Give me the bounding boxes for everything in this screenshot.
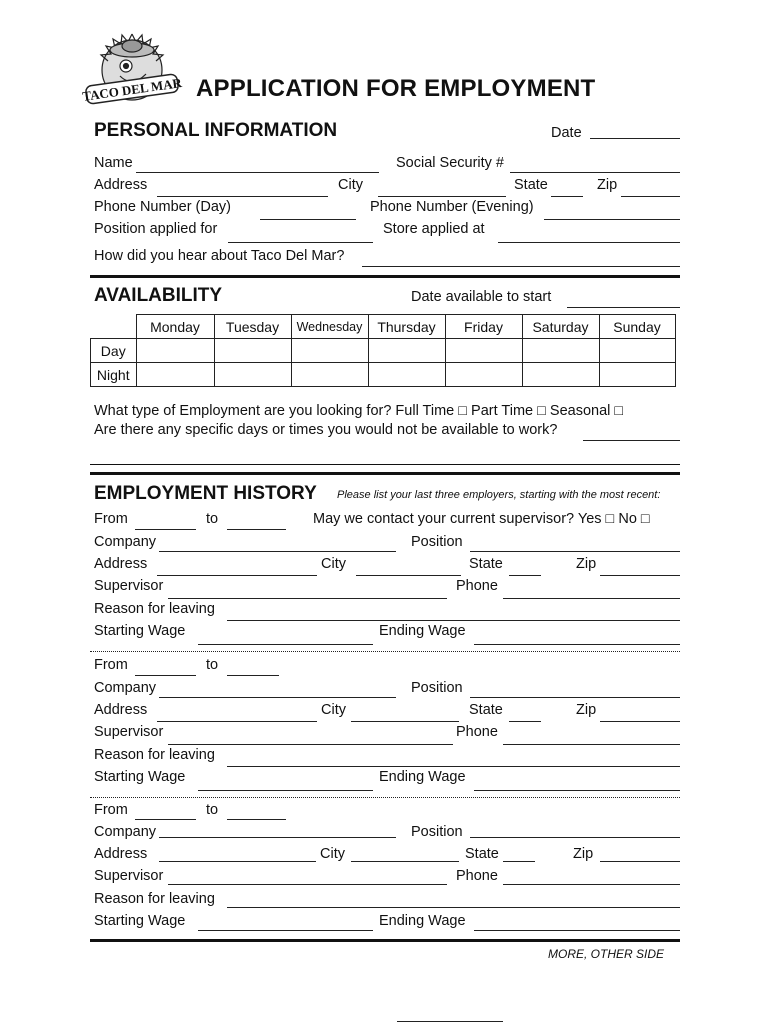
availability-cell[interactable]: [214, 339, 291, 363]
availability-cell[interactable]: [136, 339, 214, 363]
availability-cell[interactable]: [599, 363, 675, 387]
state-field[interactable]: [509, 721, 541, 722]
page-title: APPLICATION FOR EMPLOYMENT: [196, 75, 596, 102]
to-label: to: [206, 802, 219, 818]
employment-type-question: What type of Employment are you looking for? Full Time □ Part Time □ Seasonal □: [94, 403, 624, 419]
supervisor-label: Supervisor: [94, 868, 164, 884]
availability-cell[interactable]: [291, 363, 368, 387]
footer-line: [397, 1021, 503, 1022]
city-field[interactable]: [351, 861, 459, 862]
city-field[interactable]: [351, 721, 459, 722]
availability-cell[interactable]: [599, 339, 675, 363]
ending-wage-field[interactable]: [474, 644, 680, 645]
position-label: Position: [411, 824, 463, 840]
starting-wage-label: Starting Wage: [94, 769, 186, 785]
zip-label: Zip: [576, 702, 597, 718]
name-field[interactable]: [136, 172, 379, 173]
reason-field[interactable]: [227, 766, 680, 767]
availability-heading: AVAILABILITY: [94, 285, 223, 306]
city-label: City: [320, 846, 345, 862]
reason-field[interactable]: [227, 907, 680, 908]
availability-cell[interactable]: [368, 363, 445, 387]
supervisor-field[interactable]: [168, 884, 447, 885]
name-label: Name: [94, 155, 133, 171]
state-label: State: [514, 177, 548, 193]
row-label: Day: [91, 339, 137, 363]
city-label: City: [321, 556, 346, 572]
day-header: Wednesday: [291, 315, 368, 339]
date-start-label: Date available to start: [411, 289, 552, 305]
position-field[interactable]: [470, 697, 680, 698]
ending-wage-label: Ending Wage: [379, 623, 466, 639]
from-label: From: [94, 802, 128, 818]
address-field[interactable]: [159, 861, 316, 862]
starting-wage-field[interactable]: [198, 930, 373, 931]
zip-label: Zip: [576, 556, 597, 572]
company-label: Company: [94, 534, 157, 550]
starting-wage-field[interactable]: [198, 644, 373, 645]
phone-day-field[interactable]: [260, 219, 356, 220]
phone-evening-field[interactable]: [544, 219, 680, 220]
ssn-field[interactable]: [510, 172, 680, 173]
phone-evening-label: Phone Number (Evening): [370, 199, 534, 215]
ending-wage-label: Ending Wage: [379, 769, 466, 785]
from-field[interactable]: [135, 675, 196, 676]
to-field[interactable]: [227, 675, 279, 676]
day-header: Saturday: [522, 315, 599, 339]
availability-cell[interactable]: [214, 363, 291, 387]
availability-cell[interactable]: [522, 363, 599, 387]
phone-day-label: Phone Number (Day): [94, 199, 231, 215]
state-label: State: [465, 846, 499, 862]
phone-label: Phone: [456, 578, 498, 594]
phone-field[interactable]: [503, 598, 680, 599]
state-field[interactable]: [509, 575, 541, 576]
state-field[interactable]: [503, 861, 535, 862]
city-field[interactable]: [378, 196, 506, 197]
hear-label: How did you hear about Taco Del Mar?: [94, 248, 345, 264]
company-field[interactable]: [159, 697, 396, 698]
availability-cell[interactable]: [136, 363, 214, 387]
row-label: Night: [91, 363, 137, 387]
to-field[interactable]: [227, 819, 286, 820]
from-label: From: [94, 657, 128, 673]
store-label: Store applied at: [383, 221, 485, 237]
address-field[interactable]: [157, 196, 328, 197]
table-corner: [91, 315, 137, 339]
section-divider: [90, 939, 680, 942]
address-label: Address: [94, 556, 148, 572]
section-divider: [90, 275, 680, 278]
company-label: Company: [94, 824, 157, 840]
supervisor-label: Supervisor: [94, 724, 164, 740]
taco-del-mar-logo: [80, 28, 184, 112]
reason-field[interactable]: [227, 620, 680, 621]
company-field[interactable]: [159, 551, 396, 552]
day-header: Monday: [136, 315, 214, 339]
supervisor-field[interactable]: [168, 744, 453, 745]
zip-field[interactable]: [621, 196, 680, 197]
day-header: Tuesday: [214, 315, 291, 339]
position-field[interactable]: [470, 551, 680, 552]
position-label: Position applied for: [94, 221, 218, 237]
hear-field[interactable]: [362, 266, 680, 267]
employment-heading: EMPLOYMENT HISTORY: [94, 483, 317, 504]
address-label: Address: [94, 177, 148, 193]
ssn-label: Social Security #: [396, 155, 504, 171]
zip-field[interactable]: [600, 721, 680, 722]
zip-label: Zip: [573, 846, 594, 862]
reason-label: Reason for leaving: [94, 601, 215, 617]
availability-cell[interactable]: [522, 339, 599, 363]
to-label: to: [206, 511, 219, 527]
unavailable-days-line-2[interactable]: [90, 464, 680, 465]
ending-wage-field[interactable]: [474, 790, 680, 791]
zip-label: Zip: [597, 177, 618, 193]
address-label: Address: [94, 702, 148, 718]
address-label: Address: [94, 846, 148, 862]
to-field[interactable]: [227, 529, 286, 530]
supervisor-label: Supervisor: [94, 578, 164, 594]
reason-label: Reason for leaving: [94, 891, 215, 907]
day-header: Thursday: [368, 315, 445, 339]
position-label: Position: [411, 680, 463, 696]
address-field[interactable]: [157, 721, 317, 722]
employer-divider: [90, 797, 680, 798]
date-start-field[interactable]: [567, 307, 680, 308]
unavailable-days-question: Are there any specific days or times you would not be available to work?: [94, 422, 558, 438]
date-label: Date: [551, 125, 582, 141]
section-divider: [90, 472, 680, 475]
to-label: to: [206, 657, 219, 673]
from-field[interactable]: [135, 529, 196, 530]
address-field[interactable]: [157, 575, 317, 576]
supervisor-field[interactable]: [168, 598, 447, 599]
availability-cell[interactable]: [368, 339, 445, 363]
ending-wage-label: Ending Wage: [379, 913, 466, 929]
starting-wage-label: Starting Wage: [94, 623, 186, 639]
reason-label: Reason for leaving: [94, 747, 215, 763]
city-label: City: [321, 702, 346, 718]
state-label: State: [469, 702, 503, 718]
from-field[interactable]: [135, 819, 196, 820]
phone-label: Phone: [456, 868, 498, 884]
state-field[interactable]: [551, 196, 583, 197]
phone-field[interactable]: [503, 744, 680, 745]
from-label: From: [94, 511, 128, 527]
state-label: State: [469, 556, 503, 572]
unavailable-days-field[interactable]: [583, 440, 680, 441]
availability-table: [90, 314, 676, 387]
zip-field[interactable]: [600, 575, 680, 576]
store-field[interactable]: [498, 242, 680, 243]
zip-field[interactable]: [600, 861, 680, 862]
day-header: Sunday: [599, 315, 675, 339]
employment-subheading: Please list your last three employers, starting with the most recent:: [337, 489, 661, 501]
position-label: Position: [411, 534, 463, 550]
personal-heading: PERSONAL INFORMATION: [94, 120, 338, 141]
availability-cell[interactable]: [445, 363, 522, 387]
date-field[interactable]: [590, 138, 680, 139]
availability-cell[interactable]: [291, 339, 368, 363]
more-other-side: MORE, OTHER SIDE: [548, 947, 665, 961]
logo-text: TACO DEL MAR: [81, 75, 183, 104]
position-field[interactable]: [228, 242, 373, 243]
city-field[interactable]: [356, 575, 461, 576]
position-field[interactable]: [470, 837, 680, 838]
company-label: Company: [94, 680, 157, 696]
phone-field[interactable]: [503, 884, 680, 885]
contact-supervisor-question: May we contact your current supervisor? Yes □ No □: [313, 511, 650, 527]
phone-label: Phone: [456, 724, 498, 740]
day-header: Friday: [445, 315, 522, 339]
availability-cell[interactable]: [445, 339, 522, 363]
employer-divider: [90, 651, 680, 652]
starting-wage-label: Starting Wage: [94, 913, 186, 929]
starting-wage-field[interactable]: [198, 790, 373, 791]
ending-wage-field[interactable]: [474, 930, 680, 931]
company-field[interactable]: [159, 837, 396, 838]
city-label: City: [338, 177, 363, 193]
